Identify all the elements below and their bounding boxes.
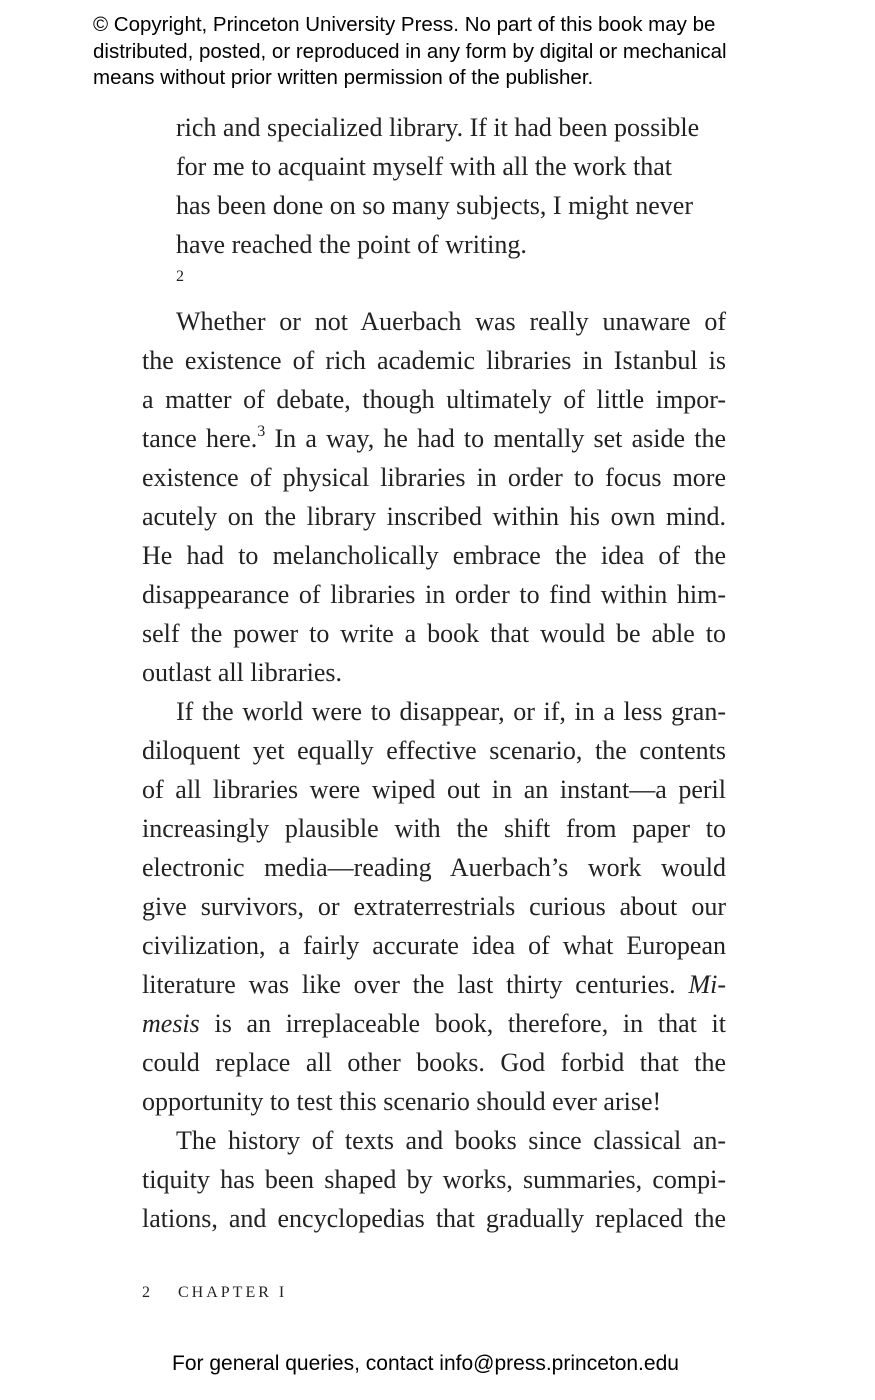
quote-line [176,225,726,303]
paragraph [142,302,726,692]
text-segment: is an irreplaceable book, therefore, in that it [199,1009,726,1038]
text-line: self the power to write a book that would be able to [142,619,726,648]
quote-line: has been done on so many subjects, I might never [176,191,693,220]
body-text [142,302,726,1238]
text-line: existence of physical libraries in order to focus more [142,463,726,492]
text-line: acutely on the library inscribed within his own mind. [142,502,726,531]
copyright-line: means without prior written permission of the publisher. [93,66,594,89]
text-line: opportunity to test this scenario should ever arise! [142,1087,662,1116]
footnote-ref: 3 [257,423,266,440]
copyright-line: distributed, posted, or reproduced in any form by digital or mechanical [93,39,727,63]
text-line [142,419,726,458]
text-line: diloquent yet equally effective scenario, the contents [142,736,726,765]
text-line: of all libraries were wiped out in an instant—a peril [142,775,726,804]
text-line: tiquity has been shaped by works, summaries, compi- [142,1165,726,1194]
text-line: a matter of debate, though ultimately of little impor- [142,385,726,414]
text-line: Whether or not Auerbach was really unaware of [176,307,726,336]
footnote-ref: 2 [176,268,184,285]
text-segment: tance here. [142,424,258,453]
quote-text: have reached the point of writing. [176,230,527,259]
page-footer [142,1284,287,1302]
text-line: disappearance of libraries in order to find within him- [142,580,726,609]
text-line: the existence of rich academic libraries in Istanbul is [142,346,726,375]
text-line: increasingly plausible with the shift from paper to [142,814,726,843]
text-line: civilization, a fairly accurate idea of what European [142,931,726,960]
italic-title: Mi- [688,970,726,999]
quote-line: for me to acquaint myself with all the work that [176,152,673,181]
text-line: outlast all libraries. [142,658,343,687]
text-line: lations, and encyclopedias that gradually replaced the [142,1204,726,1233]
copyright-notice [93,12,863,92]
text-line: give survivors, or extraterrestrials curious about our [142,892,726,921]
text-line [142,1004,726,1043]
text-line: The history of texts and books since classical an- [176,1126,726,1155]
text-line: electronic media—reading Auerbach’s work would [142,853,726,882]
paragraph [142,1121,726,1238]
chapter-label: CHAPTER I [178,1284,288,1301]
copyright-line: © Copyright, Princeton University Press. No part of this book may be [93,13,716,36]
block-quote [176,108,726,303]
quote-line: rich and specialized library. If it had been possible [176,113,700,142]
page-number: 2 [142,1284,153,1301]
italic-title: mesis [142,1009,200,1038]
contact-notice: For general queries, contact info@press.princeton.edu [172,1352,679,1375]
text-segment: literature was like over the last thirty centuries. [142,970,689,999]
paragraph [142,692,726,1121]
text-line: could replace all other books. God forbid that the [142,1048,726,1077]
text-line [142,965,726,1004]
text-line: He had to melancholically embrace the idea of the [142,541,726,570]
text-line: If the world were to disappear, or if, in a less gran- [176,697,726,726]
text-segment: In a way, he had to mentally set aside the [265,424,726,453]
